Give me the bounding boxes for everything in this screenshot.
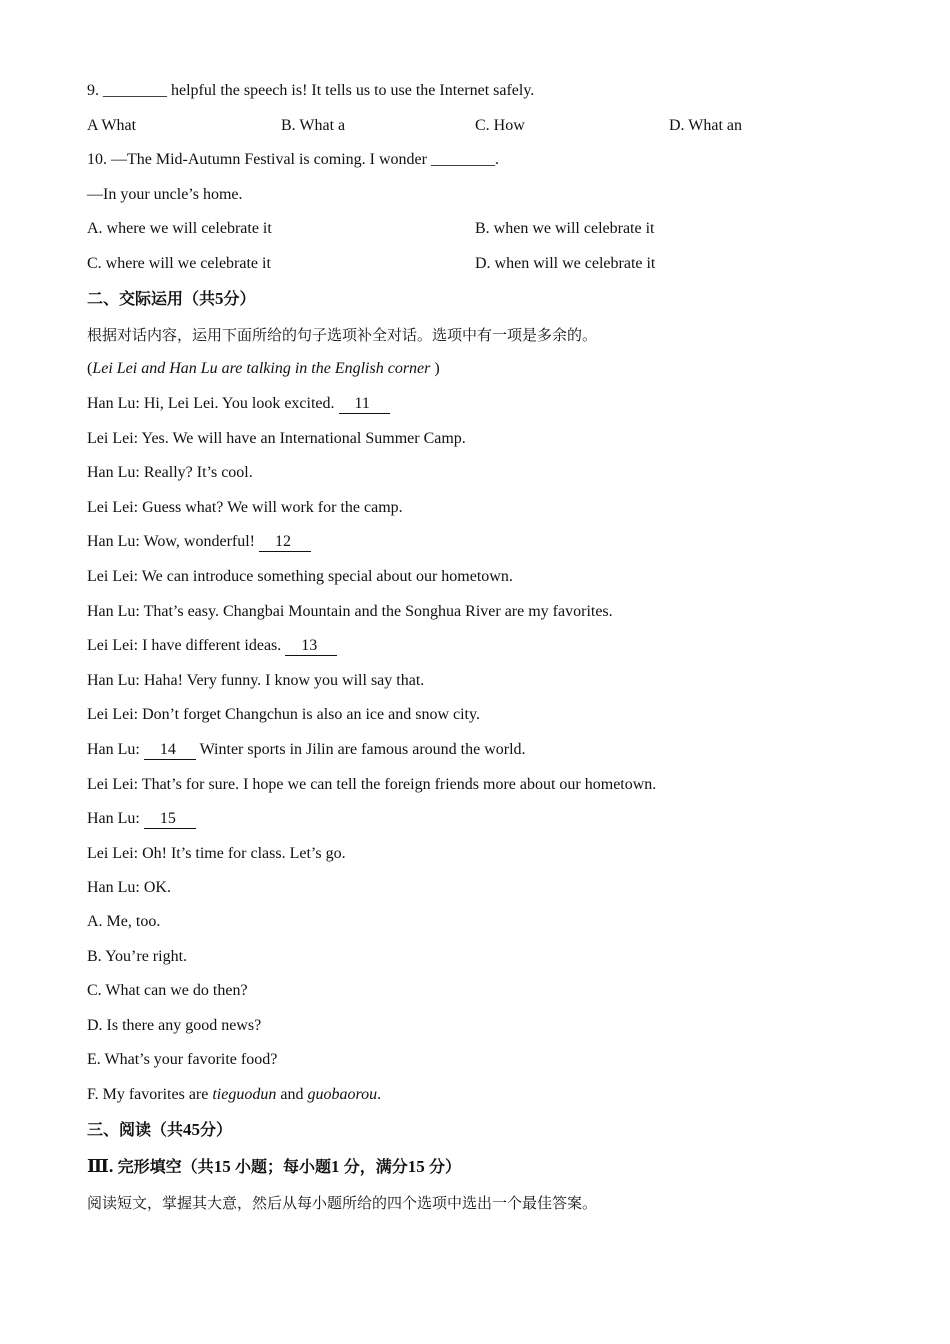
part3-heading-t1: 完形填空（共 [117, 1157, 214, 1176]
dialogue-text: Lei Lei: We can introduce something special about our hometown. [87, 568, 513, 585]
answer-blank: 11 [339, 395, 390, 414]
section3-heading-end: 分） [200, 1120, 233, 1139]
dialogue-line [87, 740, 526, 760]
part3-numeral: Ⅲ. [87, 1156, 114, 1176]
section2-heading-end: 分） [223, 289, 256, 308]
dialogue-text: Han Lu: OK. [87, 879, 171, 897]
q10-option-d: D. when will we celebrate it [475, 255, 656, 272]
dialogue-line [87, 463, 253, 483]
q9-option-b: B. What a [281, 117, 346, 134]
q9-stem: 9. ________ helpful the speech is! It tells us to use the Internet safely. [87, 82, 535, 99]
section2-heading-text: 二、交际运用（共 [87, 289, 216, 308]
dialogue-line [87, 844, 346, 864]
dialogue-text: Lei Lei: I have different ideas. [87, 637, 286, 655]
choice-f [87, 1085, 381, 1105]
dialogue-scene-text: Lei Lei and Han Lu are talking in the English corner [92, 360, 431, 377]
dialogue-line [87, 567, 513, 587]
choice-f-prefix: F. My favorites are [87, 1086, 213, 1103]
part3-heading-t3: 分，满分 [343, 1157, 408, 1176]
q10-reply: —In your uncle’s home. [87, 186, 243, 203]
section2-heading [87, 289, 256, 309]
dialogue-text: Han Lu: Hi, Lei Lei. You look excited. [87, 395, 339, 412]
dialogue-line [87, 809, 196, 829]
dialogue-text: Han Lu: That’s easy. Changbai Mountain and the Songhua River are my favorites. [87, 602, 613, 620]
choice-f-word2: guobaorou [307, 1086, 378, 1103]
section2-instruction: 根据对话内容，运用下面所给的句子选项补全对话。选项中有一项是多余的。 [87, 326, 598, 344]
dialogue-text: Han Lu: Really? It’s cool. [87, 464, 253, 482]
dialogue-scene: (Lei Lei and Han Lu are talking in the English corner ) [87, 360, 440, 377]
q10-option-b: B. when we will celebrate it [475, 220, 655, 237]
choice-f-word1: tieguodun [212, 1086, 277, 1103]
part3-heading-n1: 15 [213, 1157, 231, 1176]
dialogue-line [87, 636, 337, 656]
answer-blank: 14 [144, 741, 196, 760]
q10-option-c: C. where will we celebrate it [87, 255, 271, 272]
dialogue-text: Han Lu: [87, 810, 144, 828]
dialogue-text: Lei Lei: Yes. We will have an International Summer Camp. [87, 429, 466, 447]
dialogue-text: Lei Lei: That’s for sure. I hope we can tell the foreign friends more about our hometown. [87, 775, 657, 793]
dialogue-line [87, 775, 656, 795]
dialogue-text-after: Winter sports in Jilin are famous around the world. [195, 741, 526, 758]
dialogue-line [87, 705, 480, 725]
dialogue-text: Han Lu: [87, 741, 144, 758]
answer-blank: 12 [259, 533, 311, 552]
section3-heading [87, 1120, 232, 1140]
dialogue-line [87, 429, 466, 449]
dialogue-text: Lei Lei: Don’t forget Changchun is also an ice and snow city. [87, 706, 480, 724]
choice-f-end: . [377, 1086, 382, 1103]
section2-heading-score: 5 [215, 289, 224, 308]
section3-heading-text: 三、阅读（共 [87, 1120, 184, 1139]
dialogue-line [87, 878, 171, 898]
section3-heading-score: 45 [183, 1120, 201, 1139]
choice-item: B. You’re right. [87, 947, 188, 965]
choice-item: D. Is there any good news? [87, 1016, 262, 1034]
dialogue-text: Han Lu: Haha! Very funny. I know you will say that. [87, 671, 425, 689]
q10-option-a: A. where we will celebrate it [87, 220, 272, 237]
part3-heading-n2: 1 [330, 1157, 340, 1176]
part3-instruction: 阅读短文，掌握其大意，然后从每小题所给的四个选项中选出一个最佳答案。 [87, 1194, 598, 1212]
dialogue-line [87, 532, 311, 552]
answer-blank: 15 [144, 810, 196, 829]
dialogue-line [87, 671, 424, 691]
dialogue-line [87, 498, 403, 518]
part3-heading-t4: 分） [428, 1157, 461, 1176]
q10-stem: 10. —The Mid-Autumn Festival is coming. I wonder ________. [87, 151, 499, 168]
dialogue-text: Lei Lei: Guess what? We will work for the camp. [87, 498, 403, 516]
dialogue-text: Lei Lei: Oh! It’s time for class. Let’s go. [87, 844, 346, 862]
choice-item: C. What can we do then? [87, 982, 248, 1000]
part3-heading-t2: 小题；每小题 [234, 1157, 331, 1176]
part3-heading-n3: 15 [407, 1157, 425, 1176]
dialogue-line [87, 602, 613, 622]
q9-option-a: A What [87, 117, 137, 134]
choice-item: A. Me, too. [87, 913, 161, 930]
choice-item: E. What’s your favorite food? [87, 1051, 278, 1069]
answer-blank: 13 [285, 637, 337, 656]
part3-heading [87, 1156, 461, 1177]
choice-f-mid: and [276, 1086, 308, 1103]
dialogue-text: Han Lu: Wow, wonderful! [87, 533, 260, 551]
q9-option-c: C. How [475, 117, 525, 134]
q9-option-d: D. What an [669, 117, 743, 134]
dialogue-line [87, 394, 390, 414]
